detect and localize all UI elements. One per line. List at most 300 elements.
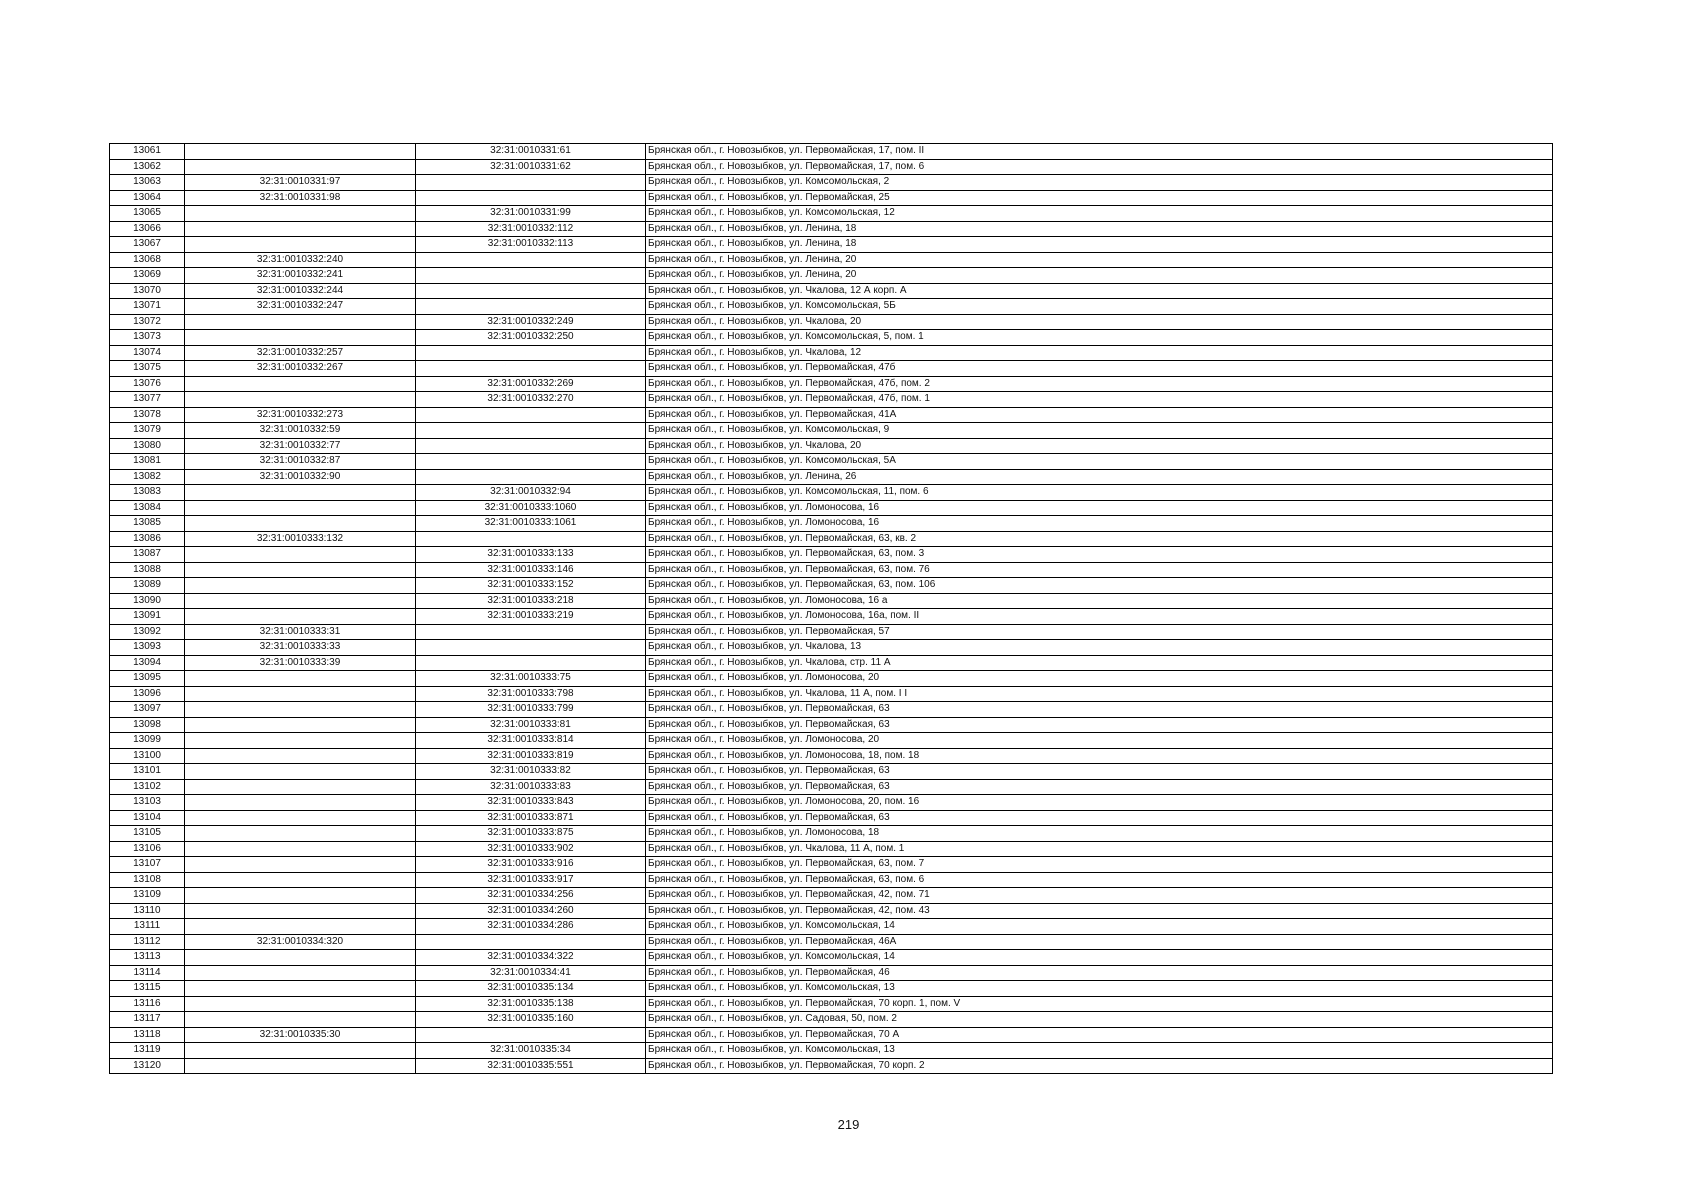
row-number-cell: 13091 [110,609,185,625]
address-cell: Брянская обл., г. Новозыбков, ул. Первомайская, 42, пом. 43 [646,903,1553,919]
row-number-cell: 13082 [110,469,185,485]
building-cadastral-number-cell: 32:31:0010334:41 [416,965,646,981]
address-cell: Брянская обл., г. Новозыбков, ул. Первомайская, 41А [646,407,1553,423]
row-number-cell: 13104 [110,810,185,826]
building-cadastral-number-cell [416,175,646,191]
row-number-cell: 13087 [110,547,185,563]
land-cadastral-number-cell [185,578,416,594]
building-cadastral-number-cell [416,345,646,361]
address-cell: Брянская обл., г. Новозыбков, ул. Ломоносова, 16а, пом. II [646,609,1553,625]
table-row [110,609,1553,625]
land-cadastral-number-cell: 32:31:0010332:247 [185,299,416,315]
row-number-cell: 13116 [110,996,185,1012]
table-row [110,562,1553,578]
land-cadastral-number-cell [185,919,416,935]
land-cadastral-number-cell: 32:31:0010332:244 [185,283,416,299]
address-cell: Брянская обл., г. Новозыбков, ул. Комсомольская, 9 [646,423,1553,439]
row-number-cell: 13068 [110,252,185,268]
row-number-cell: 13107 [110,857,185,873]
table-row [110,314,1553,330]
building-cadastral-number-cell: 32:31:0010331:61 [416,144,646,160]
row-number-cell: 13063 [110,175,185,191]
property-table [109,143,1553,1074]
table-row [110,252,1553,268]
table-row [110,795,1553,811]
building-cadastral-number-cell [416,423,646,439]
building-cadastral-number-cell [416,640,646,656]
address-cell: Брянская обл., г. Новозыбков, ул. Ленина, 26 [646,469,1553,485]
row-number-cell: 13092 [110,624,185,640]
address-cell: Брянская обл., г. Новозыбков, ул. Комсомольская, 13 [646,981,1553,997]
row-number-cell: 13103 [110,795,185,811]
building-cadastral-number-cell [416,469,646,485]
row-number-cell: 13097 [110,702,185,718]
table-row [110,655,1553,671]
address-cell: Брянская обл., г. Новозыбков, ул. Чкалова, 12 А корп. А [646,283,1553,299]
table-row [110,454,1553,470]
table-row [110,1027,1553,1043]
land-cadastral-number-cell [185,810,416,826]
row-number-cell: 13102 [110,779,185,795]
address-cell: Брянская обл., г. Новозыбков, ул. Первомайская, 63, пом. 76 [646,562,1553,578]
building-cadastral-number-cell [416,407,646,423]
table-row [110,640,1553,656]
land-cadastral-number-cell [185,841,416,857]
address-cell: Брянская обл., г. Новозыбков, ул. Ленина, 18 [646,237,1553,253]
row-number-cell: 13090 [110,593,185,609]
row-number-cell: 13094 [110,655,185,671]
address-cell: Брянская обл., г. Новозыбков, ул. Первомайская, 63 [646,764,1553,780]
land-cadastral-number-cell [185,547,416,563]
table-row [110,407,1553,423]
row-number-cell: 13099 [110,733,185,749]
land-cadastral-number-cell [185,826,416,842]
building-cadastral-number-cell: 32:31:0010333:799 [416,702,646,718]
row-number-cell: 13079 [110,423,185,439]
land-cadastral-number-cell [185,1043,416,1059]
table-row [110,934,1553,950]
table-row [110,190,1553,206]
address-cell: Брянская обл., г. Новозыбков, ул. Ленина, 20 [646,252,1553,268]
land-cadastral-number-cell [185,376,416,392]
land-cadastral-number-cell: 32:31:0010332:77 [185,438,416,454]
row-number-cell: 13089 [110,578,185,594]
address-cell: Брянская обл., г. Новозыбков, ул. Комсомольская, 5А [646,454,1553,470]
address-cell: Брянская обл., г. Новозыбков, ул. Чкалова, 20 [646,438,1553,454]
building-cadastral-number-cell: 32:31:0010332:250 [416,330,646,346]
row-number-cell: 13081 [110,454,185,470]
table-row [110,702,1553,718]
address-cell: Брянская обл., г. Новозыбков, ул. Первомайская, 17, пом. II [646,144,1553,160]
building-cadastral-number-cell: 32:31:0010333:219 [416,609,646,625]
land-cadastral-number-cell: 32:31:0010332:241 [185,268,416,284]
row-number-cell: 13080 [110,438,185,454]
table-row [110,159,1553,175]
address-cell: Брянская обл., г. Новозыбков, ул. Первомайская, 63 [646,702,1553,718]
address-cell: Брянская обл., г. Новозыбков, ул. Первомайская, 63, пом. 6 [646,872,1553,888]
row-number-cell: 13086 [110,531,185,547]
land-cadastral-number-cell [185,516,416,532]
land-cadastral-number-cell [185,671,416,687]
building-cadastral-number-cell: 32:31:0010332:113 [416,237,646,253]
row-number-cell: 13095 [110,671,185,687]
building-cadastral-number-cell: 32:31:0010333:133 [416,547,646,563]
land-cadastral-number-cell [185,500,416,516]
row-number-cell: 13083 [110,485,185,501]
land-cadastral-number-cell [185,888,416,904]
land-cadastral-number-cell [185,485,416,501]
building-cadastral-number-cell: 32:31:0010333:218 [416,593,646,609]
building-cadastral-number-cell: 32:31:0010334:322 [416,950,646,966]
address-cell: Брянская обл., г. Новозыбков, ул. Чкалова, 12 [646,345,1553,361]
land-cadastral-number-cell [185,686,416,702]
building-cadastral-number-cell [416,283,646,299]
address-cell: Брянская обл., г. Новозыбков, ул. Первомайская, 70 А [646,1027,1553,1043]
address-cell: Брянская обл., г. Новозыбков, ул. Чкалова, стр. 11 А [646,655,1553,671]
row-number-cell: 13111 [110,919,185,935]
land-cadastral-number-cell [185,748,416,764]
address-cell: Брянская обл., г. Новозыбков, ул. Первомайская, 46А [646,934,1553,950]
building-cadastral-number-cell [416,268,646,284]
address-cell: Брянская обл., г. Новозыбков, ул. Первомайская, 46 [646,965,1553,981]
building-cadastral-number-cell: 32:31:0010332:249 [416,314,646,330]
table-row [110,361,1553,377]
page-number: 219 [837,1117,860,1132]
building-cadastral-number-cell: 32:31:0010334:286 [416,919,646,935]
table-row [110,841,1553,857]
address-cell: Брянская обл., г. Новозыбков, ул. Первомайская, 47б [646,361,1553,377]
row-number-cell: 13073 [110,330,185,346]
land-cadastral-number-cell [185,593,416,609]
address-cell: Брянская обл., г. Новозыбков, ул. Чкалова, 11 А, пом. I I [646,686,1553,702]
table-row [110,1043,1553,1059]
building-cadastral-number-cell [416,299,646,315]
table-row [110,671,1553,687]
row-number-cell: 13112 [110,934,185,950]
land-cadastral-number-cell [185,872,416,888]
row-number-cell: 13109 [110,888,185,904]
address-cell: Брянская обл., г. Новозыбков, ул. Первомайская, 63, кв. 2 [646,531,1553,547]
row-number-cell: 13106 [110,841,185,857]
land-cadastral-number-cell [185,717,416,733]
row-number-cell: 13077 [110,392,185,408]
address-cell: Брянская обл., г. Новозыбков, ул. Ломоносова, 18, пом. 18 [646,748,1553,764]
land-cadastral-number-cell: 32:31:0010332:257 [185,345,416,361]
building-cadastral-number-cell: 32:31:0010335:160 [416,1012,646,1028]
table-row [110,299,1553,315]
row-number-cell: 13101 [110,764,185,780]
address-cell: Брянская обл., г. Новозыбков, ул. Первомайская, 70 корп. 2 [646,1058,1553,1074]
land-cadastral-number-cell [185,159,416,175]
building-cadastral-number-cell [416,624,646,640]
building-cadastral-number-cell: 32:31:0010333:81 [416,717,646,733]
building-cadastral-number-cell [416,531,646,547]
table-row [110,330,1553,346]
building-cadastral-number-cell [416,454,646,470]
address-cell: Брянская обл., г. Новозыбков, ул. Первомайская, 63 [646,717,1553,733]
building-cadastral-number-cell: 32:31:0010333:916 [416,857,646,873]
land-cadastral-number-cell: 32:31:0010332:59 [185,423,416,439]
address-cell: Брянская обл., г. Новозыбков, ул. Ломоносова, 18 [646,826,1553,842]
table-row [110,283,1553,299]
land-cadastral-number-cell [185,981,416,997]
land-cadastral-number-cell [185,144,416,160]
row-number-cell: 13062 [110,159,185,175]
building-cadastral-number-cell: 32:31:0010333:152 [416,578,646,594]
land-cadastral-number-cell [185,764,416,780]
land-cadastral-number-cell: 32:31:0010332:240 [185,252,416,268]
table-row [110,345,1553,361]
building-cadastral-number-cell [416,655,646,671]
table-row [110,1058,1553,1074]
building-cadastral-number-cell [416,934,646,950]
row-number-cell: 13070 [110,283,185,299]
address-cell: Брянская обл., г. Новозыбков, ул. Чкалова, 11 А, пом. 1 [646,841,1553,857]
land-cadastral-number-cell [185,996,416,1012]
address-cell: Брянская обл., г. Новозыбков, ул. Комсомольская, 13 [646,1043,1553,1059]
row-number-cell: 13093 [110,640,185,656]
address-cell: Брянская обл., г. Новозыбков, ул. Первомайская, 42, пом. 71 [646,888,1553,904]
address-cell: Брянская обл., г. Новозыбков, ул. Первомайская, 70 корп. 1, пом. V [646,996,1553,1012]
address-cell: Брянская обл., г. Новозыбков, ул. Ломоносова, 16 [646,500,1553,516]
land-cadastral-number-cell [185,795,416,811]
table-row [110,392,1553,408]
row-number-cell: 13100 [110,748,185,764]
row-number-cell: 13108 [110,872,185,888]
building-cadastral-number-cell: 32:31:0010333:875 [416,826,646,842]
land-cadastral-number-cell: 32:31:0010334:320 [185,934,416,950]
address-cell: Брянская обл., г. Новозыбков, ул. Первомайская, 63 [646,810,1553,826]
table-row [110,144,1553,160]
row-number-cell: 13064 [110,190,185,206]
row-number-cell: 13076 [110,376,185,392]
address-cell: Брянская обл., г. Новозыбков, ул. Комсомольская, 11, пом. 6 [646,485,1553,501]
table-body [110,144,1553,1074]
row-number-cell: 13088 [110,562,185,578]
table-row [110,531,1553,547]
building-cadastral-number-cell [416,1027,646,1043]
land-cadastral-number-cell [185,206,416,222]
land-cadastral-number-cell [185,562,416,578]
land-cadastral-number-cell: 32:31:0010333:132 [185,531,416,547]
building-cadastral-number-cell: 32:31:0010333:82 [416,764,646,780]
row-number-cell: 13065 [110,206,185,222]
building-cadastral-number-cell: 32:31:0010332:94 [416,485,646,501]
building-cadastral-number-cell: 32:31:0010333:871 [416,810,646,826]
building-cadastral-number-cell: 32:31:0010335:551 [416,1058,646,1074]
building-cadastral-number-cell: 32:31:0010332:112 [416,221,646,237]
building-cadastral-number-cell [416,252,646,268]
land-cadastral-number-cell [185,330,416,346]
land-cadastral-number-cell [185,1058,416,1074]
row-number-cell: 13074 [110,345,185,361]
building-cadastral-number-cell: 32:31:0010333:146 [416,562,646,578]
land-cadastral-number-cell [185,221,416,237]
table-row [110,717,1553,733]
row-number-cell: 13098 [110,717,185,733]
address-cell: Брянская обл., г. Новозыбков, ул. Комсомольская, 14 [646,950,1553,966]
building-cadastral-number-cell [416,361,646,377]
address-cell: Брянская обл., г. Новозыбков, ул. Ленина, 20 [646,268,1553,284]
building-cadastral-number-cell [416,438,646,454]
table-row [110,175,1553,191]
building-cadastral-number-cell: 32:31:0010333:819 [416,748,646,764]
address-cell: Брянская обл., г. Новозыбков, ул. Ломоносова, 20 [646,733,1553,749]
address-cell: Брянская обл., г. Новозыбков, ул. Первомайская, 63 [646,779,1553,795]
table-row [110,500,1553,516]
address-cell: Брянская обл., г. Новозыбков, ул. Ленина, 18 [646,221,1553,237]
land-cadastral-number-cell [185,733,416,749]
land-cadastral-number-cell [185,314,416,330]
table-row [110,376,1553,392]
table-row [110,578,1553,594]
address-cell: Брянская обл., г. Новозыбков, ул. Садовая, 50, пом. 2 [646,1012,1553,1028]
row-number-cell: 13072 [110,314,185,330]
address-cell: Брянская обл., г. Новозыбков, ул. Ломоносова, 20 [646,671,1553,687]
address-cell: Брянская обл., г. Новозыбков, ул. Ломоносова, 20, пом. 16 [646,795,1553,811]
land-cadastral-number-cell: 32:31:0010332:273 [185,407,416,423]
row-number-cell: 13069 [110,268,185,284]
row-number-cell: 13084 [110,500,185,516]
building-cadastral-number-cell: 32:31:0010331:62 [416,159,646,175]
land-cadastral-number-cell [185,609,416,625]
address-cell: Брянская обл., г. Новозыбков, ул. Первомайская, 47б, пом. 1 [646,392,1553,408]
table-row [110,438,1553,454]
building-cadastral-number-cell: 32:31:0010333:814 [416,733,646,749]
land-cadastral-number-cell [185,950,416,966]
land-cadastral-number-cell: 32:31:0010333:33 [185,640,416,656]
row-number-cell: 13110 [110,903,185,919]
address-cell: Брянская обл., г. Новозыбков, ул. Ломоносова, 16 а [646,593,1553,609]
building-cadastral-number-cell: 32:31:0010331:99 [416,206,646,222]
land-cadastral-number-cell: 32:31:0010331:98 [185,190,416,206]
building-cadastral-number-cell: 32:31:0010335:134 [416,981,646,997]
table-row [110,888,1553,904]
row-number-cell: 13105 [110,826,185,842]
land-cadastral-number-cell: 32:31:0010332:87 [185,454,416,470]
building-cadastral-number-cell: 32:31:0010333:902 [416,841,646,857]
address-cell: Брянская обл., г. Новозыбков, ул. Комсомольская, 5Б [646,299,1553,315]
address-cell: Брянская обл., г. Новозыбков, ул. Ломоносова, 16 [646,516,1553,532]
building-cadastral-number-cell: 32:31:0010332:269 [416,376,646,392]
row-number-cell: 13120 [110,1058,185,1074]
building-cadastral-number-cell [416,190,646,206]
table-row [110,1012,1553,1028]
table-row [110,547,1553,563]
building-cadastral-number-cell: 32:31:0010333:75 [416,671,646,687]
table-row [110,826,1553,842]
land-cadastral-number-cell [185,903,416,919]
table-row [110,733,1553,749]
address-cell: Брянская обл., г. Новозыбков, ул. Чкалова, 20 [646,314,1553,330]
building-cadastral-number-cell: 32:31:0010333:798 [416,686,646,702]
row-number-cell: 13066 [110,221,185,237]
table-row [110,237,1553,253]
table-row [110,593,1553,609]
address-cell: Брянская обл., г. Новозыбков, ул. Чкалова, 13 [646,640,1553,656]
table-row [110,919,1553,935]
row-number-cell: 13078 [110,407,185,423]
land-cadastral-number-cell: 32:31:0010333:39 [185,655,416,671]
table-row [110,516,1553,532]
table-row [110,624,1553,640]
land-cadastral-number-cell: 32:31:0010332:267 [185,361,416,377]
land-cadastral-number-cell [185,702,416,718]
row-number-cell: 13117 [110,1012,185,1028]
row-number-cell: 13071 [110,299,185,315]
table-row [110,485,1553,501]
row-number-cell: 13067 [110,237,185,253]
address-cell: Брянская обл., г. Новозыбков, ул. Комсомольская, 12 [646,206,1553,222]
address-cell: Брянская обл., г. Новозыбков, ул. Первомайская, 63, пом. 3 [646,547,1553,563]
table-row [110,903,1553,919]
address-cell: Брянская обл., г. Новозыбков, ул. Комсомольская, 5, пом. 1 [646,330,1553,346]
row-number-cell: 13113 [110,950,185,966]
land-cadastral-number-cell: 32:31:0010333:31 [185,624,416,640]
table-row [110,810,1553,826]
address-cell: Брянская обл., г. Новозыбков, ул. Первомайская, 17, пом. 6 [646,159,1553,175]
building-cadastral-number-cell: 32:31:0010333:917 [416,872,646,888]
table-row [110,206,1553,222]
table-row [110,268,1553,284]
row-number-cell: 13115 [110,981,185,997]
row-number-cell: 13096 [110,686,185,702]
row-number-cell: 13118 [110,1027,185,1043]
land-cadastral-number-cell: 32:31:0010332:90 [185,469,416,485]
table-row [110,965,1553,981]
building-cadastral-number-cell: 32:31:0010333:1060 [416,500,646,516]
building-cadastral-number-cell: 32:31:0010335:34 [416,1043,646,1059]
table-row [110,981,1553,997]
row-number-cell: 13061 [110,144,185,160]
address-cell: Брянская обл., г. Новозыбков, ул. Комсомольская, 14 [646,919,1553,935]
address-cell: Брянская обл., г. Новозыбков, ул. Первомайская, 47б, пом. 2 [646,376,1553,392]
land-cadastral-number-cell [185,965,416,981]
land-cadastral-number-cell [185,392,416,408]
building-cadastral-number-cell: 32:31:0010332:270 [416,392,646,408]
table-row [110,686,1553,702]
table-row [110,996,1553,1012]
table-row [110,221,1553,237]
table-row [110,423,1553,439]
land-cadastral-number-cell [185,1012,416,1028]
table-row [110,950,1553,966]
row-number-cell: 13114 [110,965,185,981]
table-row [110,872,1553,888]
row-number-cell: 13085 [110,516,185,532]
address-cell: Брянская обл., г. Новозыбков, ул. Первомайская, 63, пом. 7 [646,857,1553,873]
land-cadastral-number-cell: 32:31:0010331:97 [185,175,416,191]
building-cadastral-number-cell: 32:31:0010333:1061 [416,516,646,532]
table-row [110,857,1553,873]
building-cadastral-number-cell: 32:31:0010333:83 [416,779,646,795]
address-cell: Брянская обл., г. Новозыбков, ул. Первомайская, 63, пом. 106 [646,578,1553,594]
building-cadastral-number-cell: 32:31:0010333:843 [416,795,646,811]
address-cell: Брянская обл., г. Новозыбков, ул. Первомайская, 25 [646,190,1553,206]
row-number-cell: 13119 [110,1043,185,1059]
land-cadastral-number-cell [185,237,416,253]
row-number-cell: 13075 [110,361,185,377]
land-cadastral-number-cell [185,857,416,873]
table-row [110,469,1553,485]
land-cadastral-number-cell: 32:31:0010335:30 [185,1027,416,1043]
building-cadastral-number-cell: 32:31:0010334:256 [416,888,646,904]
building-cadastral-number-cell: 32:31:0010335:138 [416,996,646,1012]
table-row [110,748,1553,764]
table-row [110,764,1553,780]
land-cadastral-number-cell [185,779,416,795]
table-row [110,779,1553,795]
